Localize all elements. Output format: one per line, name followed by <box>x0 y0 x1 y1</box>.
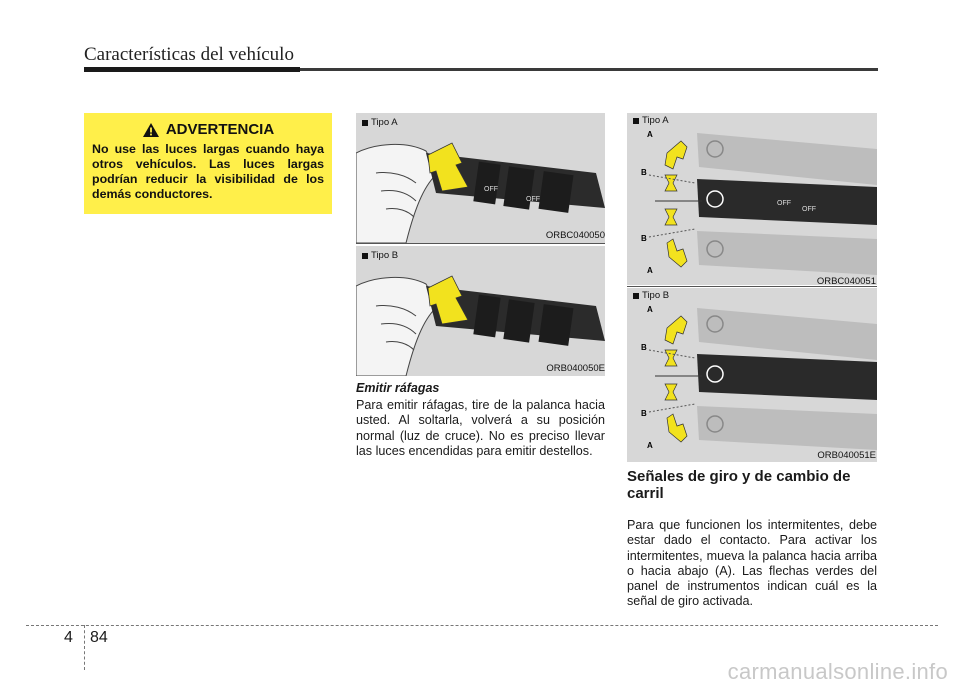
flash-text: Para emitir ráfagas, tire de la palanca hacia usted. Al soltarla, volverá a su posición normal (luz de cruce). No es preciso llevar las luces encendidas para emitir destellos. <box>356 398 605 458</box>
letter-a-label: A <box>647 266 653 275</box>
figure-divider <box>627 286 877 287</box>
warning-title: ADVERTENCIA <box>165 121 275 138</box>
figure-divider <box>356 243 605 244</box>
letter-b-label: B <box>641 343 647 352</box>
letter-a-label: A <box>647 130 653 139</box>
warning-box <box>84 113 332 214</box>
letter-b-label: B <box>641 409 647 418</box>
letter-a-label: A <box>647 441 653 450</box>
figure-flash-type-a <box>356 113 605 243</box>
turn-text: Para que funcionen los intermitentes, debe estar dado el contacto. Para activar los intermitentes, mueva la palanca hacia arriba o hacia abajo (A). Las flechas verdes del panel de instrumentos indican cuál es la señal de giro activada. <box>627 518 877 609</box>
lever-off-text: OFF <box>526 196 540 203</box>
header-rule-accent <box>84 67 300 72</box>
figure-code: ORBC040051 <box>816 276 876 285</box>
lever-off-text: OFF <box>777 200 791 207</box>
warning-triangle-icon <box>142 122 160 138</box>
page-number: 84 <box>90 629 108 646</box>
figure-turn-type-a <box>627 113 877 285</box>
figure-code: ORB040051E <box>817 450 876 461</box>
turn-signal-illustration <box>627 113 877 285</box>
footer-vertical-rule <box>84 625 85 670</box>
turn-signal-illustration <box>627 288 877 462</box>
figure-flash-type-b <box>356 246 605 376</box>
watermark: carmanualsonline.info <box>727 659 948 684</box>
chapter-number: 4 <box>64 629 73 646</box>
lever-off-text: OFF <box>484 186 498 193</box>
lever-pull-illustration <box>356 113 605 243</box>
header-title: Características del vehículo <box>84 44 294 65</box>
figure-label: Tipo A <box>362 117 398 128</box>
turn-title <box>627 468 877 502</box>
figure-code: ORB040050E <box>546 363 605 374</box>
figure-label: Tipo B <box>633 290 669 301</box>
figure-label: Tipo A <box>633 115 669 126</box>
figure-turn-type-b <box>627 288 877 462</box>
footer-rule <box>26 625 938 626</box>
turn-title-line2: carril <box>627 485 664 502</box>
turn-title-line1: Señales de giro y de cambio de <box>627 468 851 485</box>
warning-text: No use las luces largas cuando haya otros vehículos. Las luces largas podrían reducir la visibilidad de los demás conductores. <box>92 142 324 201</box>
letter-b-label: B <box>641 168 647 177</box>
figure-label: Tipo B <box>362 250 398 261</box>
letter-b-label: B <box>641 234 647 243</box>
lever-pull-illustration <box>356 246 605 376</box>
figure-code: ORBC040050 <box>545 230 605 241</box>
letter-a-label: A <box>647 305 653 314</box>
flash-title: Emitir ráfagas <box>356 381 440 395</box>
lever-off-text: OFF <box>802 206 816 213</box>
